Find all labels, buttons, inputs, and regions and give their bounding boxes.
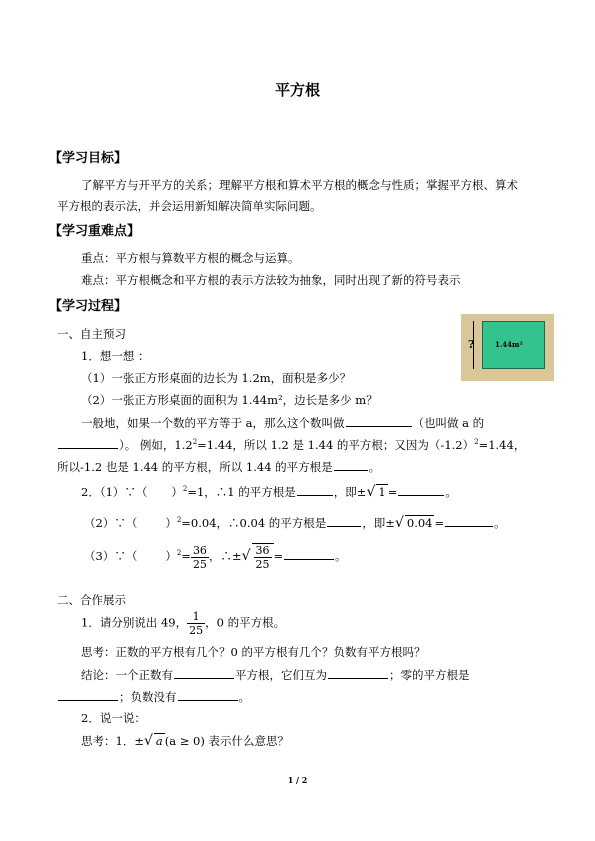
sqrt-36-25: $\frac{36}{25}$ [252, 543, 274, 571]
conclusion-line-1: 结论：一个正数有 平方根，它们互为 ；零的平方根是 [81, 668, 470, 682]
blank-term[interactable] [346, 414, 412, 427]
item-think: 1．想一想 ： [81, 349, 150, 363]
area-label: 1.44m² [495, 340, 523, 349]
blank-8[interactable] [58, 688, 118, 701]
blank-alias[interactable] [58, 436, 118, 449]
conclusion-line-2: ；负数没有 。 [57, 688, 250, 705]
section-focus: 【学习重难点】 [49, 224, 141, 239]
part2-item-1: 1．请分别说出 49， $\frac{1}{25}$ ，0 的平方根。 [81, 610, 286, 637]
focus-key: 重点：平方根与算数平方根的概念与运算。 [81, 251, 300, 265]
part1-heading: 一、自主预习 [57, 327, 126, 341]
section-goals: 【学习目标】 [49, 151, 128, 166]
blank-3[interactable] [327, 514, 361, 527]
section-process: 【学习过程】 [49, 299, 128, 314]
exercise-2-1: 2．（1）∵（ ）$^2$=1，∴1 的平方根是 ，即±√ 1 = 。 [81, 484, 457, 500]
page-number: 1 / 2 [287, 775, 308, 785]
page-title: 平方根 [274, 81, 320, 99]
goals-line-2: 平方根的表示法，并会运用新知解决简单实际问题。 [57, 199, 322, 213]
fraction-36-25: $\frac{36}{25}$ [192, 543, 207, 571]
think-question-2: 思考：1．±√ a (a ≥ 0) 表示什么意思？ [81, 733, 289, 749]
blank-2[interactable] [398, 483, 444, 496]
definition-line-1: 一般地，如果一个数的平方等于 a，那么这个数叫做 （也叫做 a 的 [81, 416, 485, 430]
think-question: 思考：正数的平方根有几个？0 的平方根有几个？负数有平方根吗？ [81, 645, 426, 659]
side-label: ? [468, 338, 475, 351]
definition-line-2: ）。 例如，$1.2^2=1.44$，所以 1.2 是 1.44 的平方根；又因为$(-1.2)^2=1.44$， [57, 436, 525, 453]
green-square [482, 321, 545, 369]
part2-item-2: 2．说一说： [81, 711, 146, 725]
focus-hard: 难点：平方根概念和平方根的表示方法较为抽象，同时出现了新的符号表示 [81, 273, 461, 287]
goals-line-1: 了解平方与开平方的关系；理解平方根和算术平方根的概念与性质；掌握平方根、算术 [81, 178, 518, 192]
definition-line-3: 所以-1.2 也是 1.44 的平方根，所以 1.44 的平方根是 。 [57, 460, 381, 474]
blank-9[interactable] [178, 688, 238, 701]
exercise-2-3: （3）∵（ ）$^2$= $\frac{36}{25}$ ，∴±√ $\frac{36}{25}$ = 。 [84, 543, 347, 571]
question-2: （2）一张正方形桌面的面积为 1.44m²，边长是多少 m？ [81, 393, 378, 407]
question-1: （1）一张正方形桌面的边长为 1.2m，面积是多少？ [81, 371, 352, 385]
blank-4[interactable] [445, 514, 493, 527]
fraction-1-25: $\frac{1}{25}$ [189, 610, 204, 637]
blank-6[interactable] [174, 666, 234, 679]
exercise-2-2: （2）∵（ ）$^2$=0.04，∴0.04 的平方根是 ，即±√ 0.04 = 。 [84, 515, 506, 531]
square-figure [461, 314, 554, 381]
blank-1[interactable] [297, 483, 333, 496]
part2-heading: 二、合作展示 [57, 593, 126, 607]
blank-7[interactable] [328, 666, 388, 679]
blank-sqrt-144[interactable] [334, 458, 368, 471]
blank-5[interactable] [284, 547, 334, 560]
